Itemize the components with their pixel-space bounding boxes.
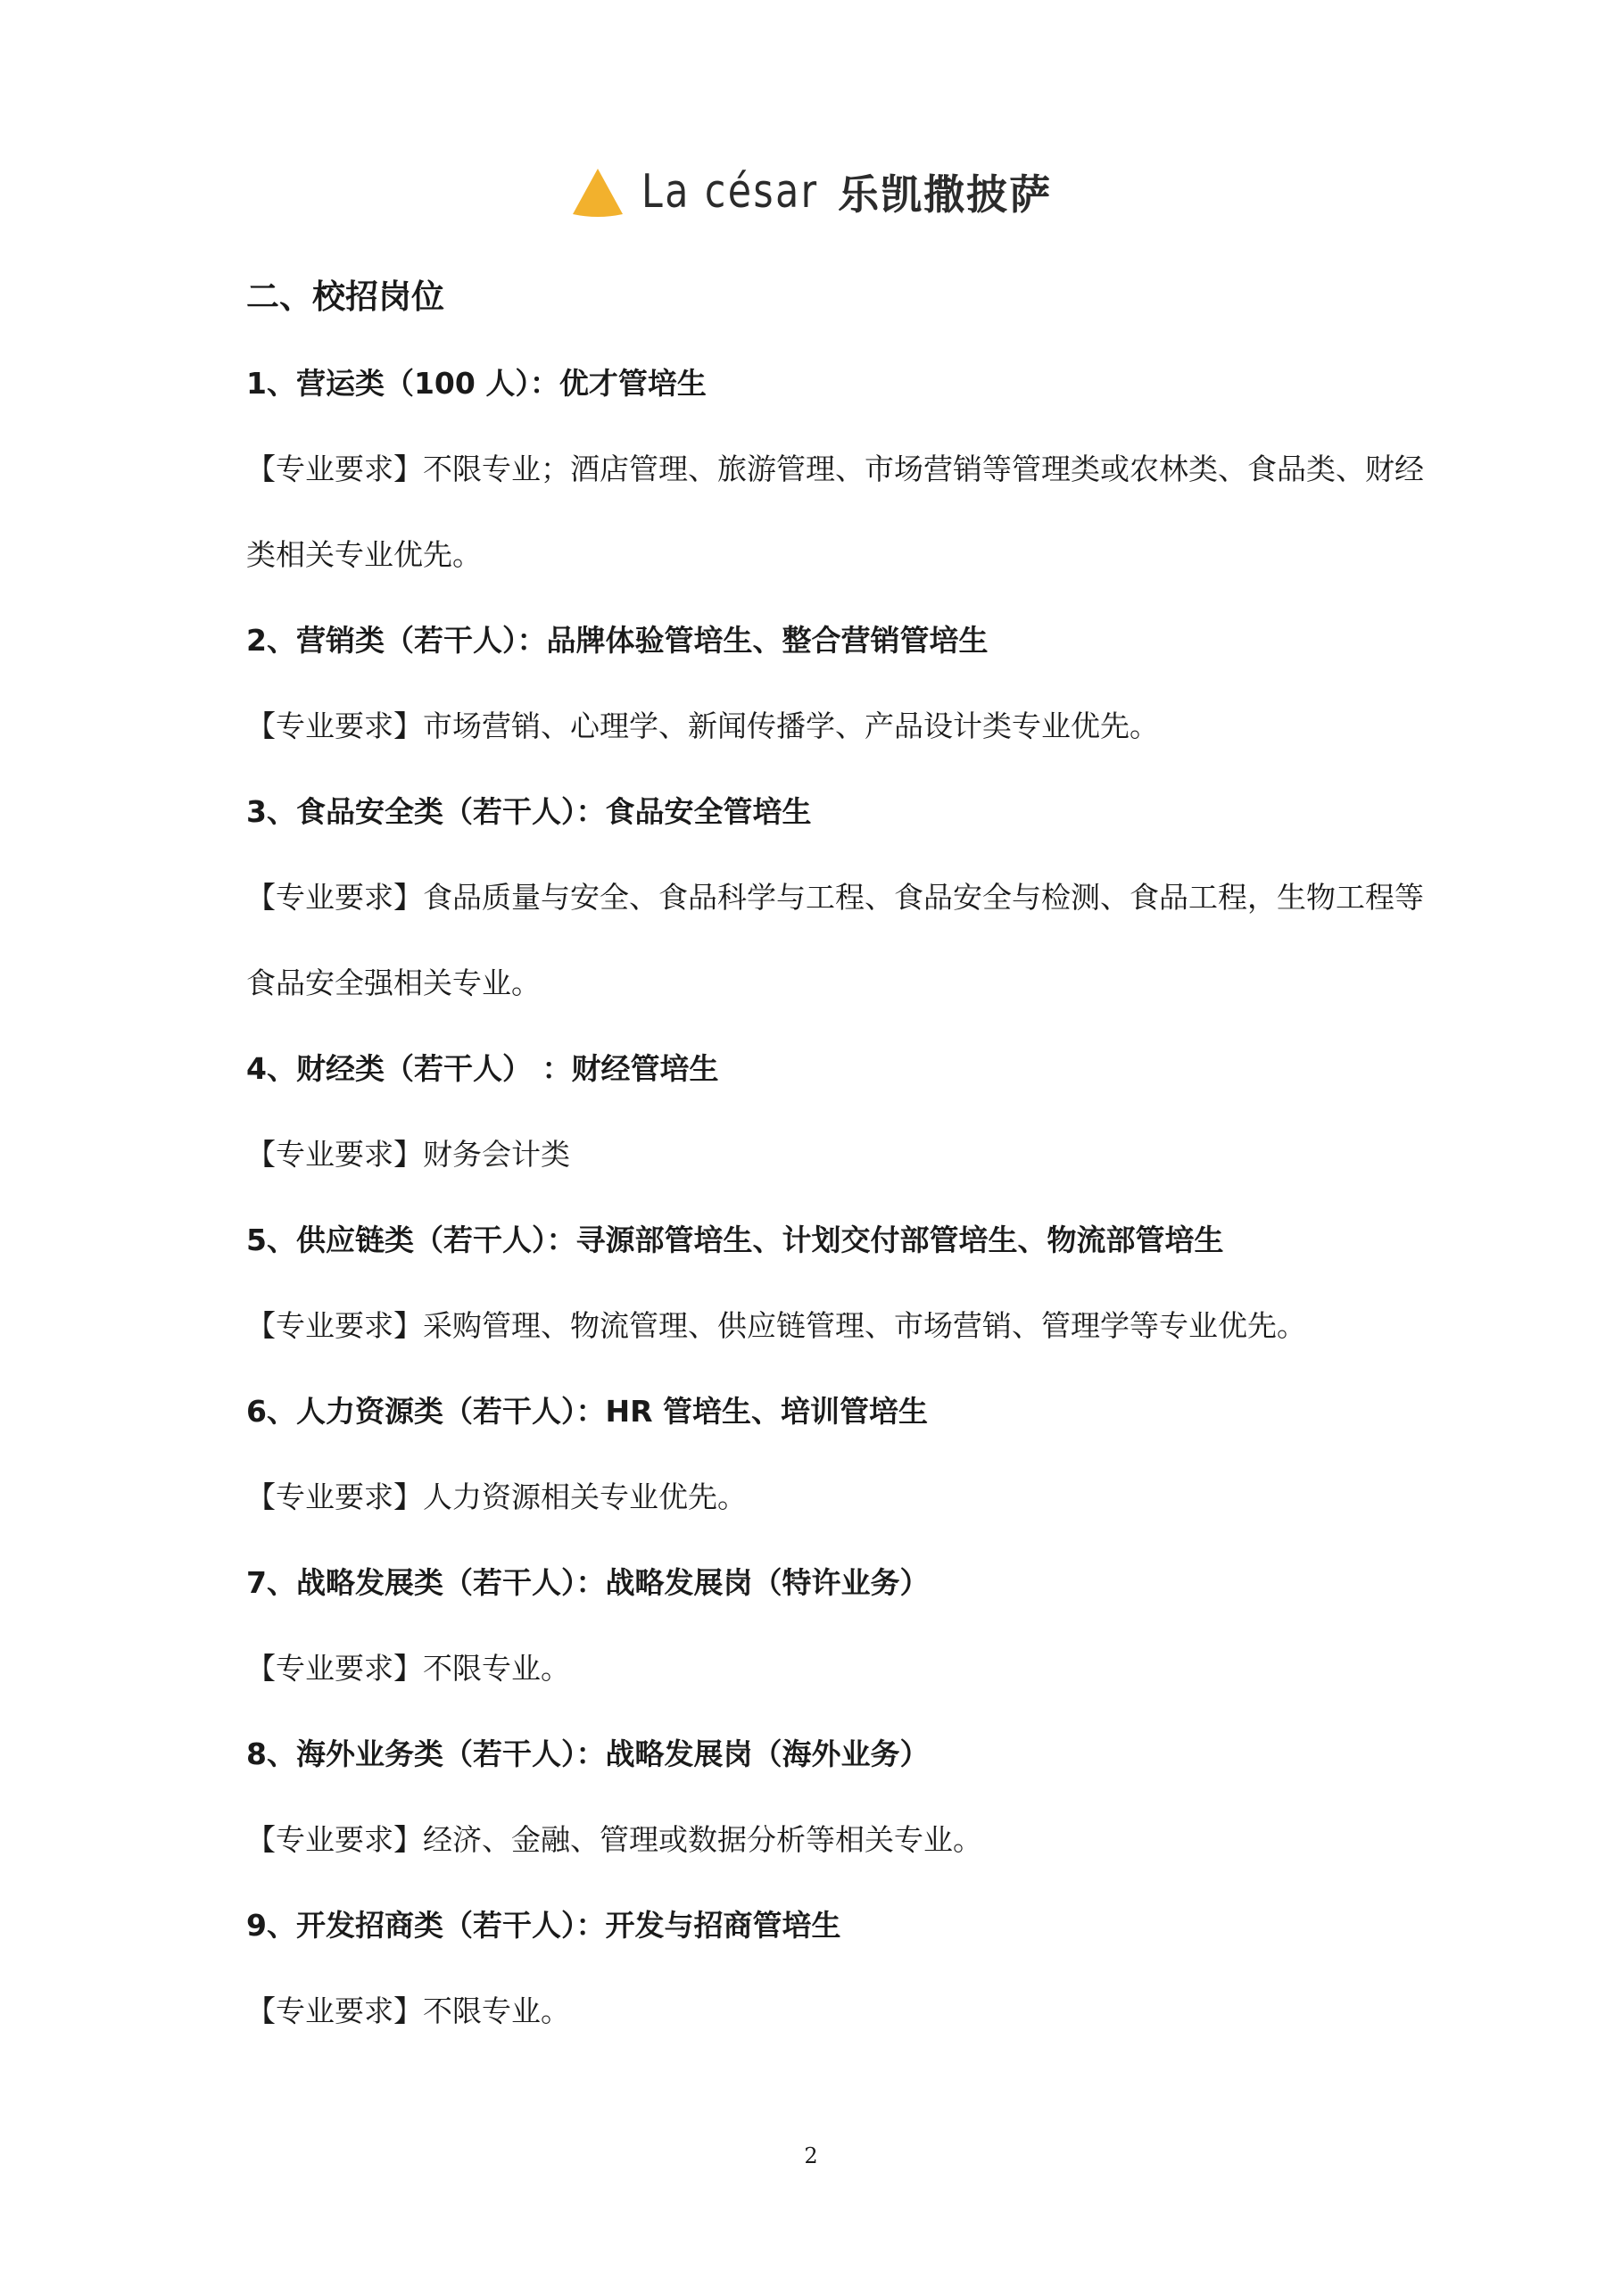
category-title: 7、战略发展类（若干人）：战略发展岗（特许业务） [246,1565,930,1600]
requirement-line: 【专业要求】不限专业。 [246,1651,570,1686]
requirement-line: 【专业要求】采购管理、物流管理、供应链管理、市场营销、管理学等专业优先。 [246,1308,1306,1343]
category-title: 5、供应链类（若干人）：寻源部管培生、计划交付部管培生、物流部管培生 [246,1223,1224,1257]
category-title: 6、人力资源类（若干人）：HR 管培生、培训管培生 [246,1394,928,1429]
brand-logo [570,162,1052,221]
category-title: 4、财经类（若干人） ：财经管培生 [246,1051,719,1086]
requirement-line: 【专业要求】市场营销、心理学、新闻传播学、产品设计类专业优先。 [246,709,1159,743]
section-title: 二、校招岗位 [246,278,444,316]
category-title: 8、海外业务类（若干人）：战略发展岗（海外业务） [246,1737,930,1771]
requirement-line: 【专业要求】不限专业；酒店管理、旅游管理、市场营销等管理类或农林类、食品类、财经 [246,452,1424,486]
page-header [0,152,1622,232]
logo-chinese-text: 乐凯撒披萨 [838,170,1053,219]
requirement-line: 【专业要求】财务会计类 [246,1137,570,1172]
category-title: 9、开发招商类（若干人）：开发与招商管培生 [246,1908,841,1943]
requirement-line: 【专业要求】食品质量与安全、食品科学与工程、食品安全与检测、食品工程，生物工程等 [246,880,1424,915]
triangle-logo-icon [570,166,625,218]
requirement-line: 类相关专业优先。 [246,537,482,572]
logo-latin-text: La césar [641,165,819,219]
page-number: 2 [804,2143,818,2168]
category-title: 3、食品安全类（若干人）：食品安全管培生 [246,794,812,829]
requirement-line: 【专业要求】人力资源相关专业优先。 [246,1480,747,1514]
requirement-line: 食品安全强相关专业。 [246,966,541,1000]
requirement-line: 【专业要求】经济、金融、管理或数据分析等相关专业。 [246,1822,982,1857]
category-title: 1、营运类（100 人）：优才管培生 [246,366,707,401]
category-title: 2、营销类（若干人）：品牌体验管培生、整合营销管培生 [246,623,989,658]
requirement-line: 【专业要求】不限专业。 [246,1993,570,2028]
